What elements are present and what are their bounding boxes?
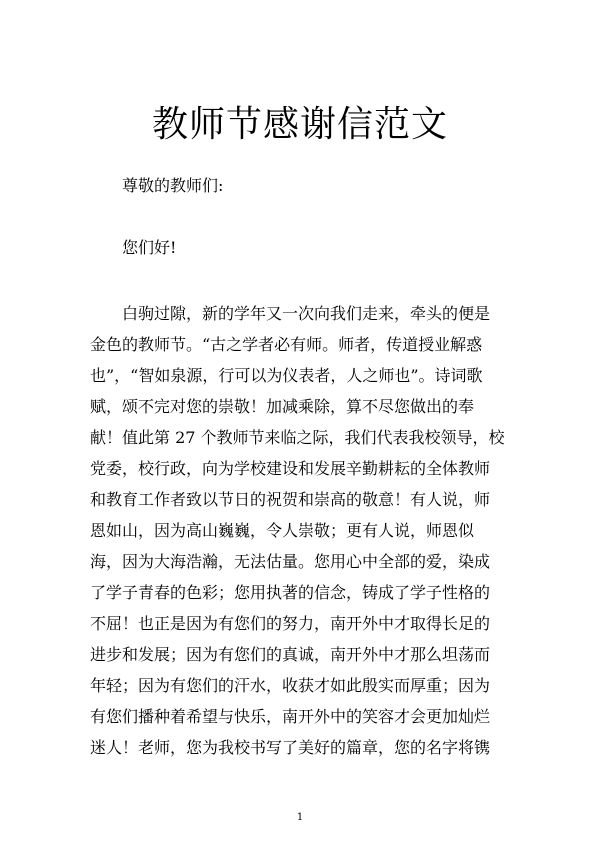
greeting: 您们好! xyxy=(122,238,177,257)
body-line: 年轻；因为有您们的汗水，收获才如此殷实而厚重；因为 xyxy=(90,676,491,695)
body-line: 迷人！老师，您为我校书写了美好的篇章，您的名字将镌 xyxy=(90,738,491,757)
letter-body xyxy=(90,298,510,763)
body-line: 海，因为大海浩瀚，无法估量。您用心中全部的爱，染成 xyxy=(90,552,491,571)
salutation: 尊敬的教师们: xyxy=(122,176,224,195)
body-line: 献！值此第 27 个教师节来临之际，我们代表我校领导，校 xyxy=(90,428,505,447)
page-number: 1 xyxy=(296,812,304,823)
body-line: 有您们播种着希望与快乐，南开外中的笑容才会更加灿烂 xyxy=(90,707,491,726)
body-line: 党委，校行政，向为学校建设和发展辛勤耕耘的全体教师 xyxy=(90,459,491,478)
body-line: 了学子青春的色彩；您用执著的信念，铸成了学子性格的 xyxy=(90,583,491,602)
body-line: 赋，颂不完对您的崇敬！加减乘除，算不尽您做出的奉 xyxy=(90,397,475,416)
body-line: 进步和发展；因为有您们的真诚，南开外中才那么坦荡而 xyxy=(90,645,491,664)
body-line: 白驹过隙，新的学年又一次向我们走来，牵头的便是 xyxy=(90,304,491,323)
body-line: 和教育工作者致以节日的祝贺和崇高的敬意！有人说，师 xyxy=(90,490,491,509)
page-title: 教师节感谢信范文 xyxy=(151,104,448,145)
body-line: 也”，“智如泉源，行可以为仪表者，人之师也”。诗词歌 xyxy=(90,366,483,385)
body-line: 金色的教师节。“古之学者必有师。师者，传道授业解惑 xyxy=(90,335,483,354)
body-line: 恩如山，因为高山巍巍，令人崇敬；更有人说，师恩似 xyxy=(90,521,475,540)
body-line: 不屈！也正是因为有您们的努力，南开外中才取得长足的 xyxy=(90,614,491,633)
